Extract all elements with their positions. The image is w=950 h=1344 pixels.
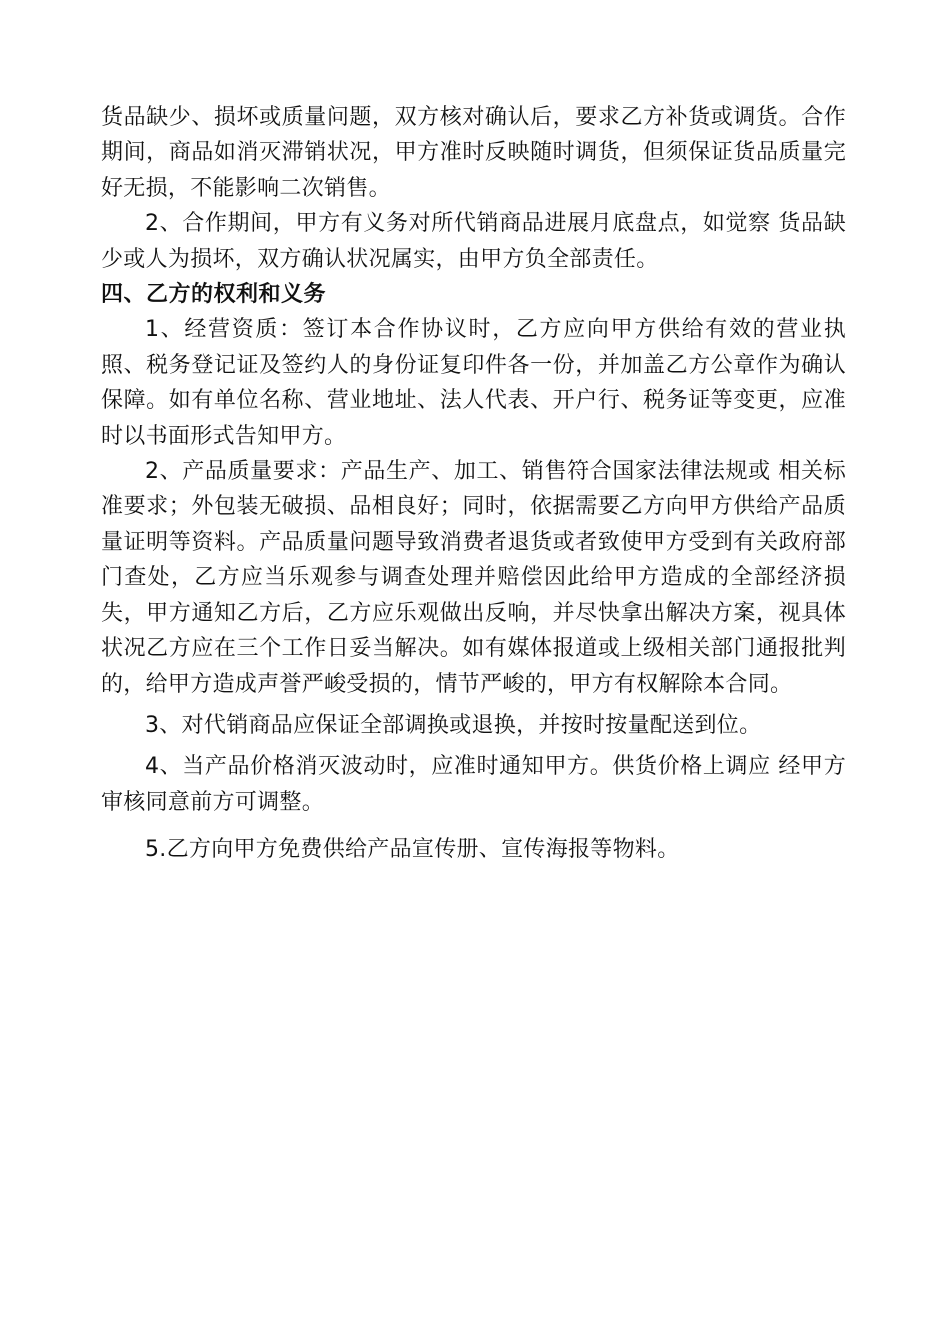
paragraph-4-1: 1、经营资质：签订本合作协议时，乙方应向甲方供给有效的营业执照、税务登记证及签约人的身份证复印件各一份，并加盖乙方公章作为确认保障。如有单位名称、营业地址、法人代表、开户行、税务证等变更，应准时以书面形式告知甲方。 [101,317,846,449]
paragraph-4-5: 5.乙方向甲方免费供给产品宣传册、宣传海报等物料。 [145,837,680,863]
document-body [101,100,846,868]
paragraph-4-4: 4、当产品价格消灭波动时，应准时通知甲方。供货价格上调应 经甲方审核同意前方可调整。 [101,754,846,815]
paragraph-4-2: 2、产品质量要求：产品生产、加工、销售符合国家法律法规或 相关标准要求；外包装无破损、品相良好；同时，依据需要乙方向甲方供给产品质量证明等资料。产品质量问题导致消费者退货或者致使甲方受到有关政府部门查处，乙方应当乐观参与调查处理并赔偿因此给甲方造成的全部经济损失，甲方通知乙方后，乙方应乐观做出反响，并尽快拿出解决方案，视具体状况乙方应在三个工作日妥当解决。如有媒体报道或上级相关部门通报批判的，给甲方造成声誉严峻受损的，情节严峻的，甲方有权解除本合同。 [101,459,846,697]
section-4-heading: 四、乙方的权利和义务 [101,282,327,308]
paragraph-3-2: 2、合作期间，甲方有义务对所代销商品进展月底盘点，如觉察 货品缺少或人为损坏，双方确认状况属实，由甲方负全部责任。 [101,211,846,272]
paragraph-continued: 货品缺少、损坏或质量问题，双方核对确认后，要求乙方补货或调货。合作期间，商品如消灭滞销状况，甲方准时反映随时调货，但须保证货品质量完好无损，不能影响二次销售。 [101,105,846,201]
paragraph-4-3: 3、对代销商品应保证全部调换或退换，并按时按量配送到位。 [145,712,762,738]
